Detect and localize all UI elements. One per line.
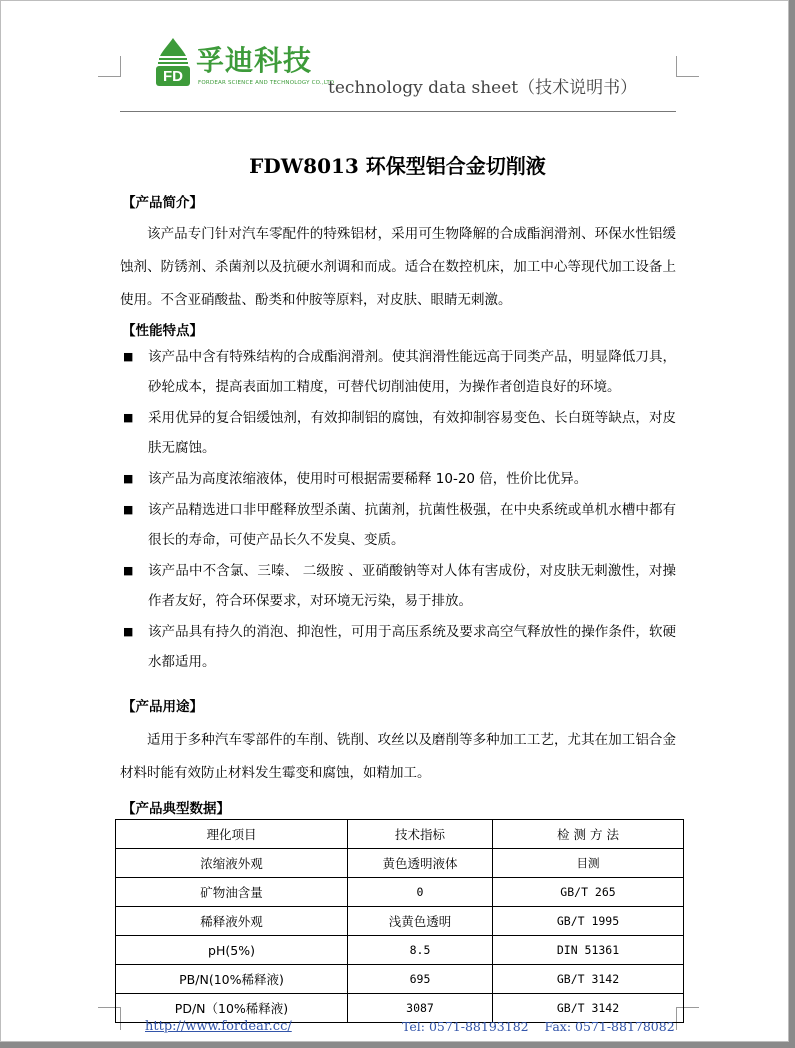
brand-subtitle: FORDEAR SCIENCE AND TECHNOLOGY CO.,LTD [198,80,335,86]
feature-text: 该产品中含有特殊结构的合成酯润滑剂。使其润滑性能远高于同类产品，明显降低刀具，砂轮成本，提高表面加工精度，可替代切削油使用，为操作者创造良好的环境。 [148,349,676,395]
table-cell: 黄色透明液体 [348,849,493,878]
table-cell: 695 [348,965,493,994]
table-cell: PB/N(10%稀释液) [116,965,348,994]
header-divider [120,111,676,112]
column-header: 技术指标 [348,820,493,849]
intro-heading: 【产品简介】 [122,195,203,211]
table-row [116,965,684,994]
table-cell: pH(5%) [116,936,348,965]
column-header: 理化项目 [116,820,348,849]
table-cell: 8.5 [348,936,493,965]
square-bullet-icon: ■ [123,350,134,363]
square-bullet-icon: ■ [123,411,134,424]
table-cell: 目测 [493,849,684,878]
usage-heading: 【产品用途】 [122,699,203,715]
table-cell: 稀释液外观 [116,907,348,936]
table-row [116,878,684,907]
square-bullet-icon: ■ [123,472,134,485]
document-type: technology data sheet（技术说明书） [328,78,638,98]
table-row [116,936,684,965]
feature-text: 该产品具有持久的消泡、抑泡性，可用于高压系统及要求高空气释放性的操作条件，软硬水都适用。 [148,624,676,670]
table-cell: DIN 51361 [493,936,684,965]
table-cell: PD/N（10%稀释液) [116,994,348,1023]
feature-item [120,342,676,402]
table-cell: 0 [348,878,493,907]
crop-mark-top-left [98,56,121,77]
feature-item [120,495,676,555]
intro-paragraph: 该产品专门针对汽车零配件的特殊铝材，采用可生物降解的合成酯润滑剂、环保水性铝缓蚀剂、防锈剂、杀菌剂以及抗硬水剂调和而成。适合在数控机床，加工中心等现代加工设备上使用。不含亚硝酸盐、酚类和仲胺等原料，对皮肤、眼睛无刺激。 [120,226,676,308]
crop-mark-top-right [676,56,699,77]
table-cell: GB/T 265 [493,878,684,907]
feature-item [120,617,676,677]
feature-text: 采用优异的复合铝缓蚀剂，有效抑制铝的腐蚀，有效抑制容易变色、长白斑等缺点，对皮肤无腐蚀。 [148,410,676,456]
typical-data-table [115,819,684,1023]
column-header: 检 测 方 法 [493,820,684,849]
feature-text: 该产品精选进口非甲醛释放型杀菌、抗菌剂，抗菌性极强，在中央系统或单机水槽中都有很长的寿命，可使产品长久不发臭、变质。 [148,502,676,548]
square-bullet-icon: ■ [123,564,134,577]
table-header-row [116,820,684,849]
typical-data-heading: 【产品典型数据】 [122,801,230,817]
table-row [116,849,684,878]
table-cell: 矿物油含量 [116,878,348,907]
table-cell: 3087 [348,994,493,1023]
feature-item [120,556,676,616]
website-link[interactable]: http://www.fordear.cc/ [145,1019,292,1034]
table-cell: GB/T 1995 [493,907,684,936]
feature-text: 该产品为高度浓缩液体，使用时可根据需要稀释 10-20 倍，性价比优异。 [148,471,588,487]
feature-item [120,464,676,494]
page-title: FDW8013 环保型铝合金切削液 [249,154,546,178]
square-bullet-icon: ■ [123,625,134,638]
features-heading: 【性能特点】 [122,323,203,339]
brand-name: 孚迪科技 [196,44,313,77]
usage-paragraph: 适用于多种汽车零部件的车削、铣削、攻丝以及磨削等多种加工工艺，尤其在加工铝合金材料时能有效防止材料发生霉变和腐蚀，如精加工。 [120,732,676,781]
table-row [116,907,684,936]
square-bullet-icon: ■ [123,503,134,516]
table-cell: GB/T 3142 [493,965,684,994]
feature-text: 该产品中不含氯、三嗪、 二级胺 、亚硝酸钠等对人体有害成份，对皮肤无刺激性，对操作者友好，符合环保要求，对环境无污染，易于排放。 [148,563,676,609]
features-list [120,342,676,678]
contact-info: Tel: 0571-88193182 Fax: 0571-88178082 [402,1019,675,1034]
table-cell: 浅黄色透明 [348,907,493,936]
fordear-logo-icon [155,36,191,88]
feature-item [120,403,676,463]
svg-text:FD: FD [163,68,183,85]
table-cell: GB/T 3142 [493,994,684,1023]
table-cell: 浓缩液外观 [116,849,348,878]
